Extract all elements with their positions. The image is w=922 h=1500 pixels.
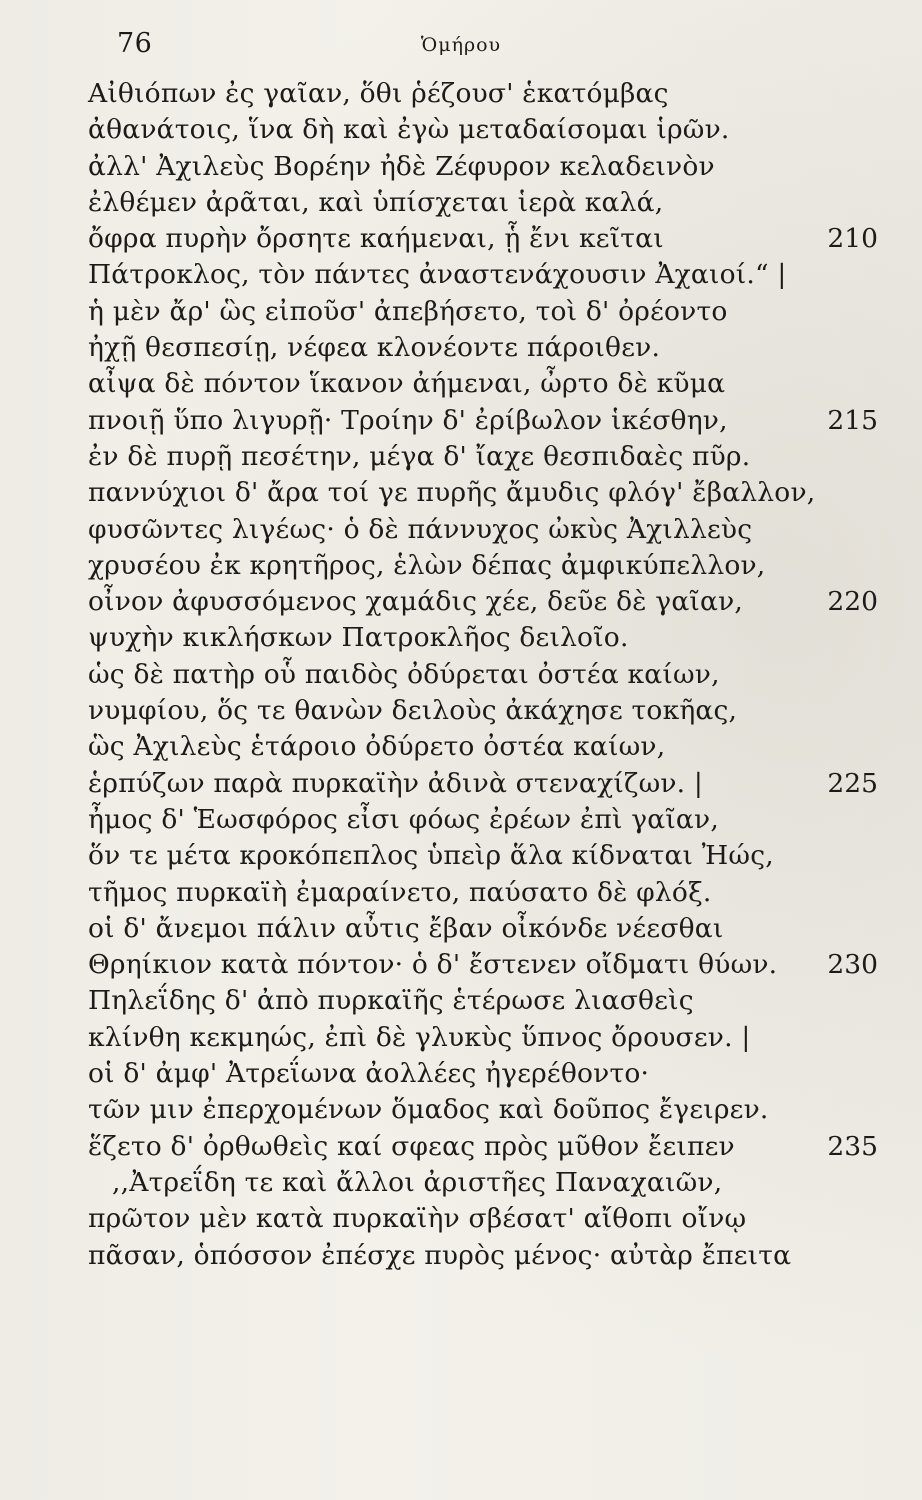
verse-text: παννύχιοι δ' ἄρα τοί γε πυρῆς ἄμυδις φλόγ' ἔβαλλον, bbox=[88, 477, 816, 509]
verse-text: Πηλεΐδης δ' ἀπὸ πυρκαϊῆς ἑτέρωσε λιασθεὶς bbox=[88, 985, 694, 1017]
verse-text: φυσῶντες λιγέως· ὁ δὲ πάννυχος ὠκὺς Ἀχιλλεὺς bbox=[88, 513, 753, 545]
verse-line bbox=[0, 548, 922, 584]
verse-line bbox=[0, 983, 922, 1019]
verse-line bbox=[0, 403, 922, 439]
verse-line bbox=[0, 1056, 922, 1092]
verse-line bbox=[0, 475, 922, 511]
verse-text: ὅν τε μέτα κροκόπεπλος ὑπεὶρ ἅλα κίδναται Ἠώς, bbox=[88, 840, 774, 872]
verse-text: Αἰθιόπων ἐς γαῖαν, ὅθι ῥέζουσ' ἑκατόμβας bbox=[88, 78, 669, 109]
verse-text: οἶνον ἀφυσσόμενος χαμάδις χέε, δεῦε δὲ γαῖαν, bbox=[88, 586, 744, 618]
line-number: 215 bbox=[827, 404, 878, 436]
verse-line bbox=[0, 512, 922, 548]
verse-text: Πάτροκλος, τὸν πάντες ἀναστενάχουσιν Ἀχαιοί.“ | bbox=[88, 259, 787, 291]
verse-text: ἀλλ' Ἀχιλεὺς Βορέην ἠδὲ Ζέφυρον κελαδεινὸν bbox=[88, 150, 715, 182]
verse-line bbox=[0, 439, 922, 475]
verse-text: ὄφρα πυρὴν ὄρσητε καήμεναι, ᾗ ἔνι κεῖται bbox=[88, 223, 664, 255]
verse-text: ἐν δὲ πυρῇ πεσέτην, μέγα δ' ἴαχε θεσπιδαὲς πῦρ. bbox=[88, 440, 751, 472]
verse-line bbox=[0, 257, 922, 293]
running-head: Ὁμήρου bbox=[420, 34, 502, 56]
verse-text: ψυχὴν κικλήσκων Πατροκλῆος δειλοῖο. bbox=[88, 622, 629, 654]
verse-text: ἀθανάτοις, ἵνα δὴ καὶ ἐγὼ μεταδαίσομαι ἱρῶν. bbox=[88, 114, 730, 146]
verse-line bbox=[0, 1020, 922, 1056]
verse-text: ἡ μὲν ἄρ' ὣς εἰποῦσ' ἀπεβήσετο, τοὶ δ' ὀρέοντο bbox=[88, 295, 728, 327]
verse-line bbox=[0, 366, 922, 402]
verse-text: ὣς Ἀχιλεὺς ἑτάροιο ὀδύρετο ὀστέα καίων, bbox=[88, 731, 666, 763]
verse-text: τῆμος πυρκαϊὴ ἐμαραίνετο, παύσατο δὲ φλόξ. bbox=[88, 876, 712, 908]
verse-line bbox=[0, 657, 922, 693]
verse-block bbox=[0, 76, 922, 1274]
line-number: 220 bbox=[827, 586, 878, 618]
verse-line bbox=[0, 911, 922, 947]
page-header bbox=[0, 28, 922, 68]
verse-text: ἐλθέμεν ἀρᾶται, καὶ ὑπίσχεται ἱερὰ καλά, bbox=[88, 186, 664, 218]
verse-text: ἑρπύζων παρὰ πυρκαϊὴν ἀδινὰ στεναχίζων. | bbox=[88, 767, 704, 799]
line-number: 225 bbox=[827, 767, 878, 799]
line-number: 230 bbox=[827, 949, 878, 981]
verse-line bbox=[0, 330, 922, 366]
verse-text: πνοιῇ ὕπο λιγυρῇ· Τροίην δ' ἐρίβωλον ἱκέσθην, bbox=[88, 404, 728, 436]
page-number: 76 bbox=[117, 28, 153, 59]
verse-line bbox=[0, 294, 922, 330]
verse-line bbox=[0, 76, 922, 112]
verse-text: χρυσέου ἐκ κρητῆρος, ἑλὼν δέπας ἀμφικύπελλον, bbox=[88, 549, 766, 581]
verse-line bbox=[0, 221, 922, 257]
line-number: 210 bbox=[827, 223, 878, 255]
verse-text: αἶψα δὲ πόντον ἵκανον ἀήμεναι, ὦρτο δὲ κῦμα bbox=[88, 368, 726, 400]
verse-text: ἕζετο δ' ὀρθωθεὶς καί σφεας πρὸς μῦθον ἔειπεν bbox=[88, 1130, 735, 1162]
verse-text: οἱ δ' ἄνεμοι πάλιν αὖτις ἔβαν οἶκόνδε νέεσθαι bbox=[88, 912, 724, 944]
verse-line bbox=[0, 620, 922, 656]
verse-line bbox=[0, 729, 922, 765]
verse-line bbox=[0, 112, 922, 148]
verse-line bbox=[0, 584, 922, 620]
verse-text: ἠχῇ θεσπεσίῃ, νέφεα κλονέοντε πάροιθεν. bbox=[88, 332, 661, 364]
verse-line bbox=[0, 149, 922, 185]
line-number: 235 bbox=[827, 1130, 878, 1162]
verse-text: κλίνθη κεκμηώς, ἐπὶ δὲ γλυκὺς ὕπνος ὄρουσεν. | bbox=[88, 1021, 751, 1053]
verse-line bbox=[0, 1129, 922, 1165]
verse-text: ,,Ἀτρεΐδη τε καὶ ἄλλοι ἀριστῆες Παναχαιῶν, bbox=[112, 1166, 723, 1198]
verse-line bbox=[0, 766, 922, 802]
verse-text: πᾶσαν, ὁπόσσον ἐπέσχε πυρὸς μένος· αὐτὰρ ἔπειτα bbox=[88, 1239, 792, 1271]
verse-line bbox=[0, 185, 922, 221]
verse-text: τῶν μιν ἐπερχομένων ὅμαδος καὶ δοῦπος ἔγειρεν. bbox=[88, 1094, 769, 1126]
verse-text: ὡς δὲ πατὴρ οὗ παιδὸς ὀδύρεται ὀστέα καίων, bbox=[88, 658, 720, 690]
verse-line bbox=[0, 1165, 922, 1201]
verse-line bbox=[0, 947, 922, 983]
verse-line bbox=[0, 838, 922, 874]
verse-line bbox=[0, 802, 922, 838]
verse-line bbox=[0, 875, 922, 911]
verse-text: νυμφίου, ὅς τε θανὼν δειλοὺς ἀκάχησε τοκῆας, bbox=[88, 695, 738, 727]
verse-text: πρῶτον μὲν κατὰ πυρκαϊὴν σβέσατ' αἴθοπι οἴνῳ bbox=[88, 1203, 747, 1235]
verse-line bbox=[0, 693, 922, 729]
verse-text: Θρηίκιον κατὰ πόντον· ὁ δ' ἔστενεν οἴδματι θύων. bbox=[88, 949, 778, 981]
verse-text: οἱ δ' ἀμφ' Ἀτρεΐωνα ἀολλέες ἠγερέθοντο· bbox=[88, 1058, 650, 1090]
verse-line bbox=[0, 1201, 922, 1237]
verse-line bbox=[0, 1238, 922, 1274]
verse-line bbox=[0, 1092, 922, 1128]
verse-text: ἦμος δ' Ἑωσφόρος εἶσι φόως ἐρέων ἐπὶ γαῖαν, bbox=[88, 803, 719, 835]
